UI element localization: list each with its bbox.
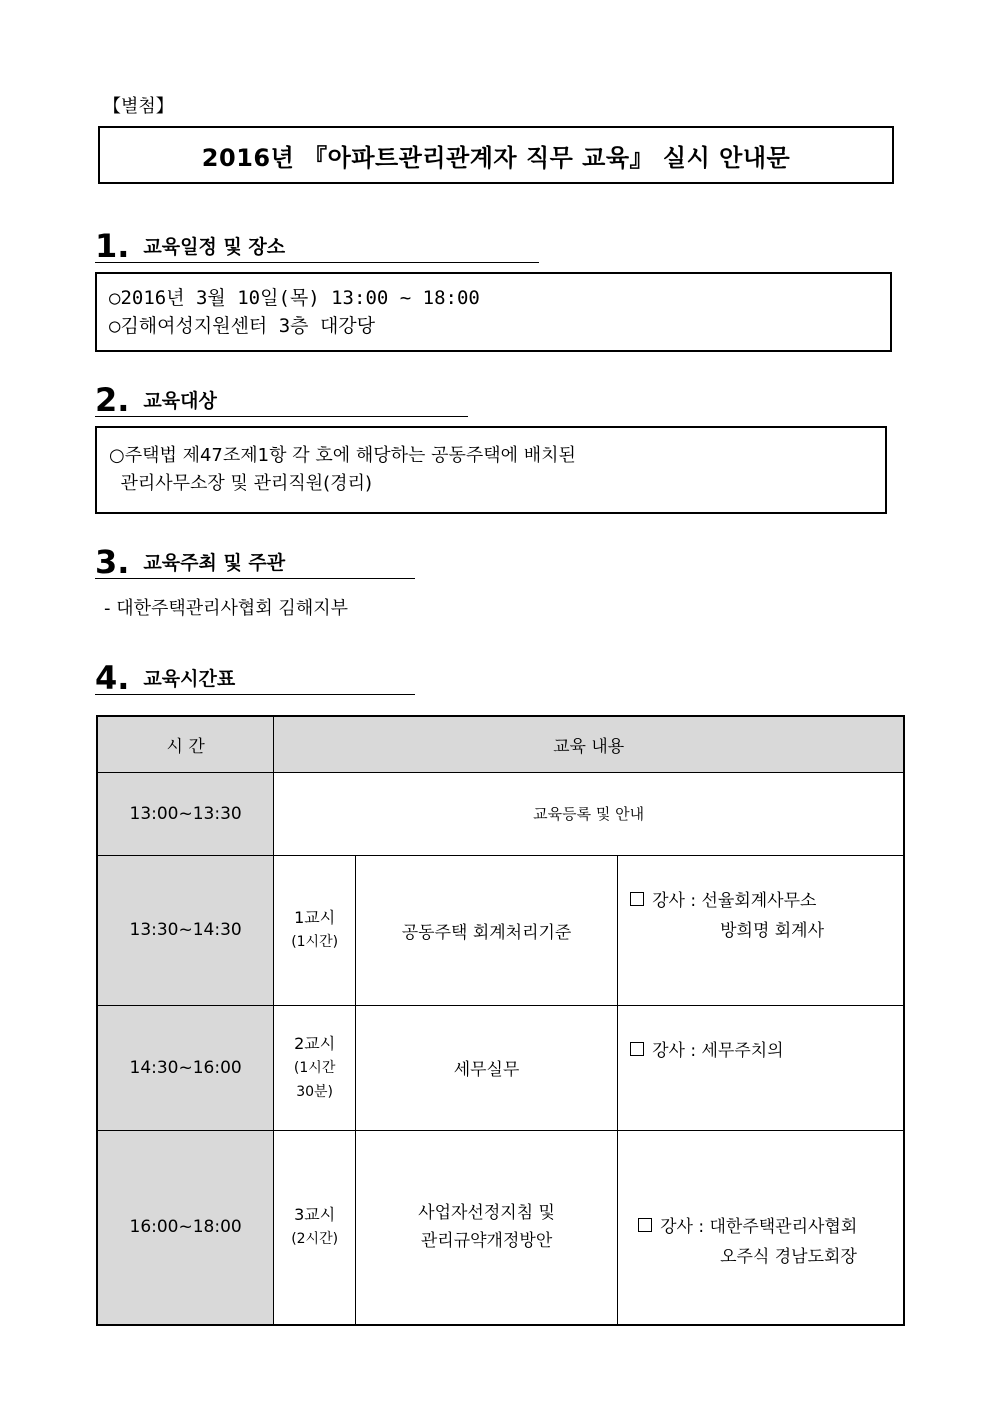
- time-header: 시 간: [97, 716, 274, 772]
- lecturer-cell: [618, 1005, 904, 1130]
- registration-cell: 교육등록 및 안내: [274, 772, 904, 855]
- section-number: 4.: [95, 659, 130, 697]
- subject-line: 관리규약개정방안: [420, 1231, 553, 1252]
- checkbox-icon: [638, 1218, 652, 1232]
- lecturer-line: 강사 : 세무주치의: [652, 1040, 784, 1061]
- checkbox-icon: [630, 892, 644, 906]
- section-3-heading: [95, 544, 415, 579]
- table-row: [97, 855, 904, 1005]
- organizer-line: - 대한주택관리사협회 김해지부: [104, 598, 348, 619]
- subject-cell: 세무실무: [356, 1005, 618, 1130]
- period-label: 2교시: [294, 1033, 336, 1053]
- section-1-heading: [95, 228, 539, 263]
- section-title: 교육시간표: [143, 668, 236, 690]
- period-cell: [274, 1005, 356, 1130]
- section-number: 3.: [95, 543, 130, 581]
- table-row: [97, 772, 904, 855]
- time-cell: 13:00~13:30: [97, 772, 274, 855]
- duration-label: (2시간): [291, 1231, 339, 1248]
- section-title: 교육일정 및 장소: [143, 236, 286, 258]
- time-cell: 14:30~16:00: [97, 1005, 274, 1130]
- lecturer-line: 강사 : 대한주택관리사협회: [660, 1217, 858, 1238]
- period-cell: [274, 855, 356, 1005]
- section-4-heading: [95, 660, 415, 695]
- lecturer-line: 강사 : 선율회계사무소: [652, 890, 817, 911]
- lecturer-line: 오주식 경남도회장: [720, 1247, 857, 1268]
- duration-label: (1시간: [293, 1059, 336, 1076]
- schedule-table: [96, 715, 905, 1326]
- table-row: [97, 1130, 904, 1325]
- time-cell: 16:00~18:00: [97, 1130, 274, 1325]
- section-number: 1.: [95, 227, 130, 265]
- period-label: 3교시: [294, 1205, 336, 1225]
- duration-label: (1시간): [291, 934, 339, 950]
- time-cell: 13:30~14:30: [97, 855, 274, 1005]
- section-title: 교육대상: [143, 390, 217, 412]
- checkbox-icon: [630, 1042, 644, 1056]
- target-box: [95, 426, 887, 514]
- schedule-location-box: [95, 272, 892, 352]
- page-title: 2016년 『아파트관리관계자 직무 교육』 실시 안내문: [98, 126, 894, 184]
- period-cell: [274, 1130, 356, 1325]
- subject-line: 사업자선정지침 및: [418, 1203, 555, 1224]
- content-header: 교육 내용: [274, 716, 904, 772]
- section-title: 교육주최 및 주관: [143, 552, 286, 574]
- subject-cell: [356, 1130, 618, 1325]
- info-line: 관리사무소장 및 관리직원(경리): [109, 473, 372, 494]
- lecturer-cell: [618, 855, 904, 1005]
- lecturer-cell: [618, 1130, 904, 1325]
- section-number: 2.: [95, 381, 130, 419]
- table-row: [97, 1005, 904, 1130]
- duration-label: 30분): [296, 1083, 334, 1100]
- table-header-row: [97, 716, 904, 772]
- period-label: 1교시: [294, 908, 336, 927]
- section-2-heading: [95, 382, 468, 417]
- info-line: ○김해여성지원센터 3층 대강당: [109, 315, 376, 337]
- info-line: ○2016년 3월 10일(목) 13:00 ~ 18:00: [109, 287, 480, 309]
- subject-cell: 공동주택 회계처리기준: [356, 855, 618, 1005]
- info-line: ○주택법 제47조제1항 각 호에 해당하는 공동주택에 배치된: [109, 445, 576, 466]
- lecturer-line: 방희명 회계사: [720, 920, 825, 941]
- attachment-label: 【별첨】: [103, 96, 174, 117]
